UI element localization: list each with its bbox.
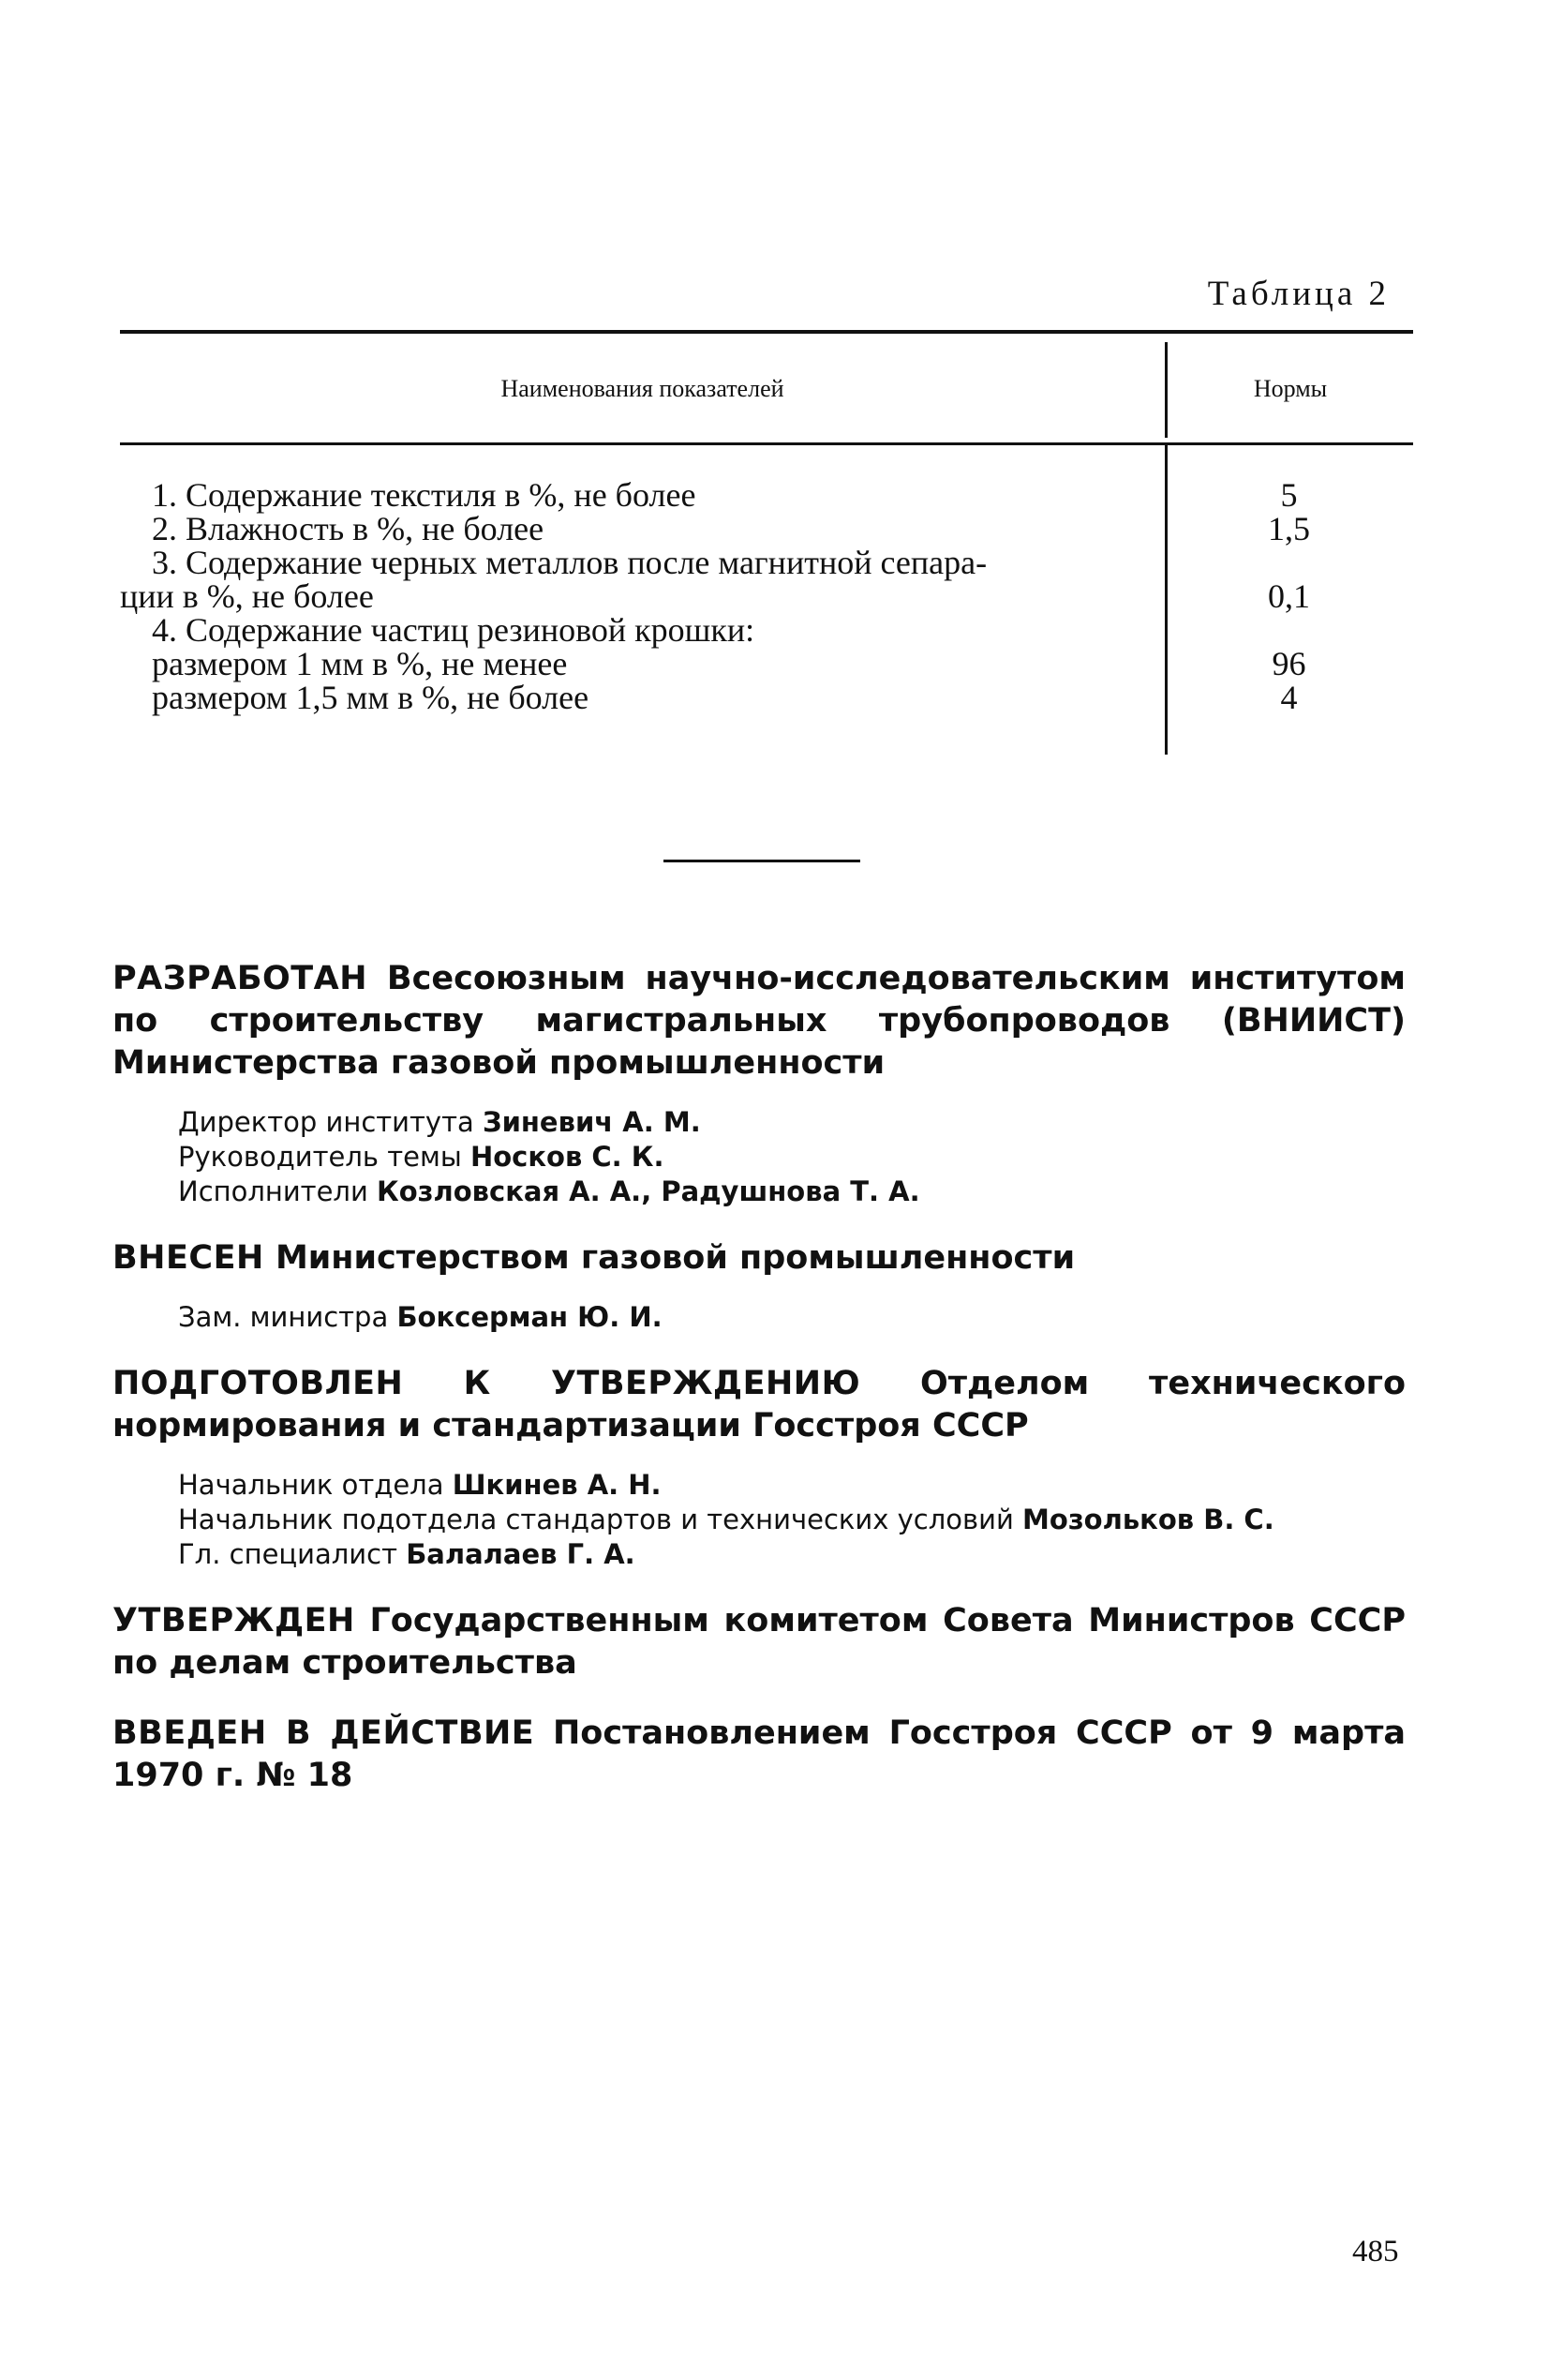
- person-role: Зам. министра: [178, 1301, 389, 1333]
- developed-person: [112, 1140, 1406, 1175]
- person-name: Носков С. К.: [469, 1141, 664, 1173]
- table-title: Таблица 2: [1207, 275, 1390, 313]
- table-row: [120, 512, 1413, 546]
- person-role: Исполнители: [178, 1175, 368, 1207]
- enacted-keyword: ВВЕДЕН В ДЕЙСТВИЕ: [112, 1714, 535, 1752]
- approved-keyword: УТВЕРЖДЕН: [112, 1602, 355, 1639]
- developed-block: [112, 958, 1406, 1085]
- person-name: Зиневич А. М.: [482, 1106, 701, 1138]
- enacted-block: [112, 1713, 1406, 1797]
- row-value: 4: [1280, 679, 1298, 716]
- row-label: 4. Содержание частиц резиновой крошки:: [152, 611, 755, 649]
- introduced-block: [112, 1237, 1406, 1280]
- row-value: 5: [1280, 476, 1298, 514]
- person-role: Начальник подотдела стандартов и технических условий: [178, 1504, 1014, 1535]
- prepared-text: Отделом технического нормирования и стандартизации Госстроя СССР: [112, 1365, 1406, 1444]
- table-row: [120, 546, 1413, 579]
- row-value: [1165, 546, 1413, 579]
- table-row: [120, 681, 1413, 714]
- row-label: размером 1 мм в %, не менее: [152, 645, 568, 682]
- table-row: [120, 478, 1413, 512]
- prepared-block: [112, 1363, 1406, 1447]
- approved-block: [112, 1600, 1406, 1684]
- table-header-rule: [120, 442, 1413, 445]
- person-name: Шкинев А. Н.: [452, 1469, 662, 1501]
- prepared-keyword: ПОДГОТОВЛЕН К УТВЕРЖДЕНИЮ: [112, 1365, 861, 1402]
- developed-keyword: РАЗРАБОТАН: [112, 960, 368, 997]
- row-label: 2. Влажность в %, не более: [152, 510, 544, 547]
- row-value: 1,5: [1268, 510, 1310, 547]
- developed-text: Всесоюзным научно-исследовательским институтом по строительству магистральных трубопроводов (ВНИИСТ) Министерства газовой промышленности: [112, 960, 1406, 1082]
- person-role: Директор института: [178, 1106, 474, 1138]
- table-row: [120, 647, 1413, 681]
- row-value: 0,1: [1268, 577, 1310, 615]
- enacted-text: Постановлением Госстроя СССР от 9 марта 1970 г. № 18: [112, 1714, 1406, 1794]
- column-header-norm: Нормы: [1253, 375, 1328, 402]
- prepared-person: [112, 1537, 1406, 1572]
- row-label: 3. Содержание черных металлов после магнитной сепара-: [152, 544, 988, 581]
- prepared-person: [112, 1468, 1406, 1503]
- prepared-person: [112, 1503, 1406, 1537]
- section-separator: [663, 860, 860, 862]
- table-top-rule: [120, 330, 1413, 334]
- person-role: Гл. специалист: [178, 1538, 397, 1570]
- person-name: Козловская А. А., Радушнова Т. А.: [377, 1175, 920, 1207]
- introduced-text: Министерством газовой промышленности: [275, 1239, 1076, 1277]
- row-label: ции в %, не более: [120, 577, 374, 615]
- table-row: [120, 579, 1413, 613]
- table-row: [120, 613, 1413, 647]
- column-header-name: Наименования показателей: [500, 375, 784, 402]
- developed-person: [112, 1105, 1406, 1140]
- person-role: Начальник отдела: [178, 1469, 444, 1501]
- page-number: 485: [1352, 2235, 1399, 2268]
- introduced-keyword: ВНЕСЕН: [112, 1239, 264, 1277]
- person-name: Боксерман Ю. И.: [396, 1301, 663, 1333]
- person-name: Балалаев Г. А.: [406, 1538, 635, 1570]
- introduced-person: [112, 1300, 1406, 1335]
- credits-section: [112, 958, 1406, 1797]
- row-value: 96: [1272, 645, 1306, 682]
- approved-text: Государственным комитетом Совета Министров СССР по делам строительства: [112, 1602, 1406, 1682]
- developed-person: [112, 1175, 1406, 1209]
- row-value: [1165, 613, 1413, 647]
- row-label: размером 1,5 мм в %, не более: [152, 679, 589, 716]
- person-role: Руководитель темы: [178, 1141, 462, 1173]
- row-label: 1. Содержание текстиля в %, не более: [152, 476, 696, 514]
- table-body: [120, 478, 1413, 714]
- person-name: Мозольков В. С.: [1022, 1504, 1274, 1535]
